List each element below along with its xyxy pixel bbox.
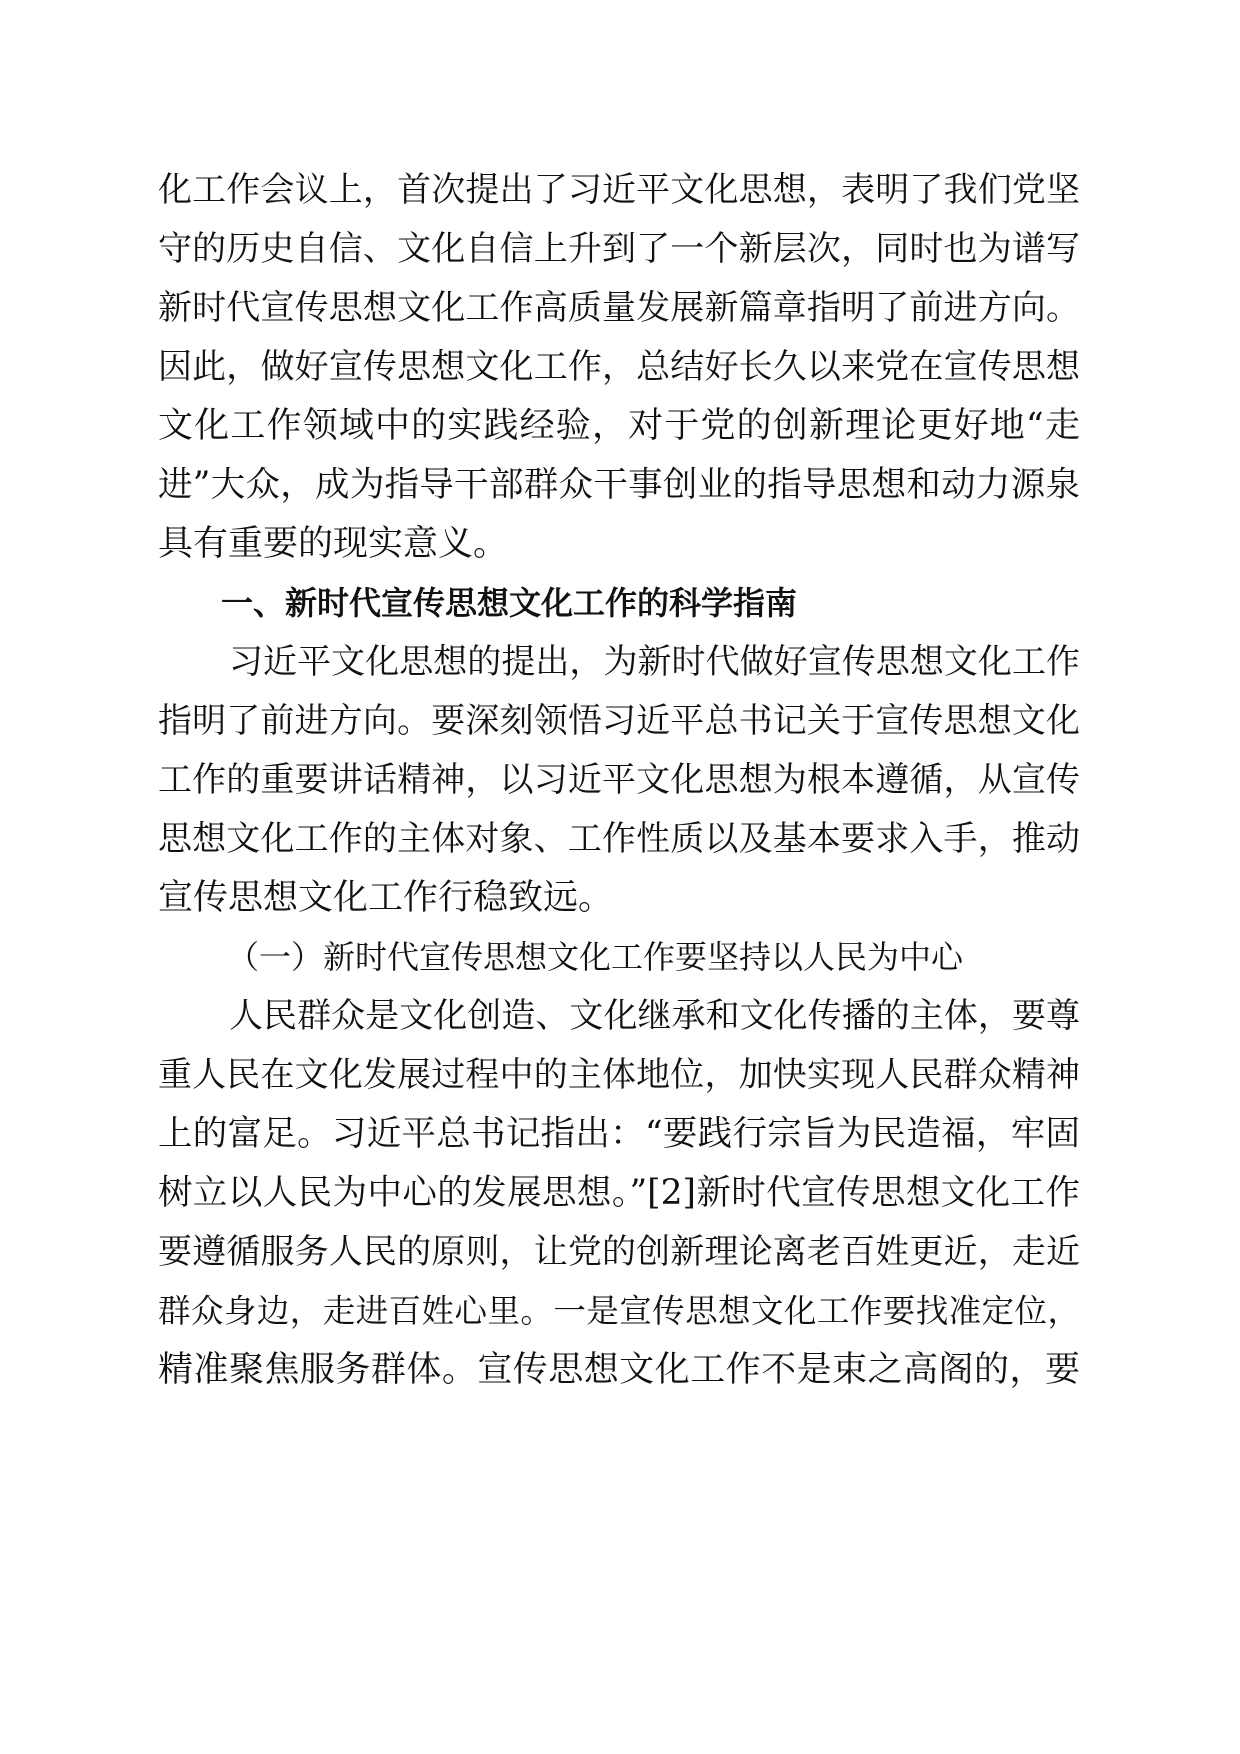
subsection1-line-6: 群众身边，走进百姓心里。一是宣传思想文化工作要找准定位， (158, 1292, 1080, 1330)
subsection1-line-5: 要遵循服务人民的原则，让党的创新理论离老百姓更近，走近 (158, 1232, 1080, 1272)
intro-line-1: 化工作会议上，首次提出了习近平文化思想，表明了我们党坚 (158, 170, 1080, 210)
section1-line-4: 思想文化工作的主体对象、工作性质以及基本要求入手，推动 (158, 819, 1080, 859)
subsection1-line-3: 上的富足。习近平总书记指出：“要践行宗旨为民造福，牢固 (158, 1114, 1080, 1154)
section1-heading: 一、新时代宣传思想文化工作的科学指南 (221, 584, 798, 622)
intro-line-7: 具有重要的现实意义。 (158, 524, 509, 564)
intro-line-6: 进”大众，成为指导干部群众干事创业的指导思想和动力源泉 (158, 465, 1080, 505)
subsection1-line-7: 精准聚焦服务群体。宣传思想文化工作不是束之高阁的，要 (158, 1350, 1080, 1390)
subsection1-line-1: 人民群众是文化创造、文化继承和文化传播的主体，要尊 (229, 996, 1080, 1036)
section1-line-5: 宣传思想文化工作行稳致远。 (158, 878, 614, 918)
intro-line-2: 守的历史自信、文化自信上升到了一个新层次，同时也为谱写 (158, 229, 1080, 269)
subsection1-line-2: 重人民在文化发展过程中的主体地位，加快实现人民群众精神 (158, 1055, 1080, 1095)
section1-line-3: 工作的重要讲话精神，以习近平文化思想为根本遵循，从宣传 (158, 760, 1080, 800)
section1-line-1: 习近平文化思想的提出，为新时代做好宣传思想文化工作 (229, 642, 1080, 682)
section1-line-2: 指明了前进方向。要深刻领悟习近平总书记关于宣传思想文化 (158, 701, 1080, 741)
intro-line-4: 因此，做好宣传思想文化工作，总结好长久以来党在宣传思想 (158, 347, 1080, 387)
intro-line-3: 新时代宣传思想文化工作高质量发展新篇章指明了前进方向。 (158, 288, 1080, 328)
subsection1-line-4: 树立以人民为中心的发展思想。”[2]新时代宣传思想文化工作 (158, 1173, 1080, 1213)
subsection1-heading: （一）新时代宣传思想文化工作要坚持以人民为中心 (227, 938, 964, 976)
intro-line-5: 文化工作领域中的实践经验，对于党的创新理论更好地“走 (158, 406, 1080, 446)
